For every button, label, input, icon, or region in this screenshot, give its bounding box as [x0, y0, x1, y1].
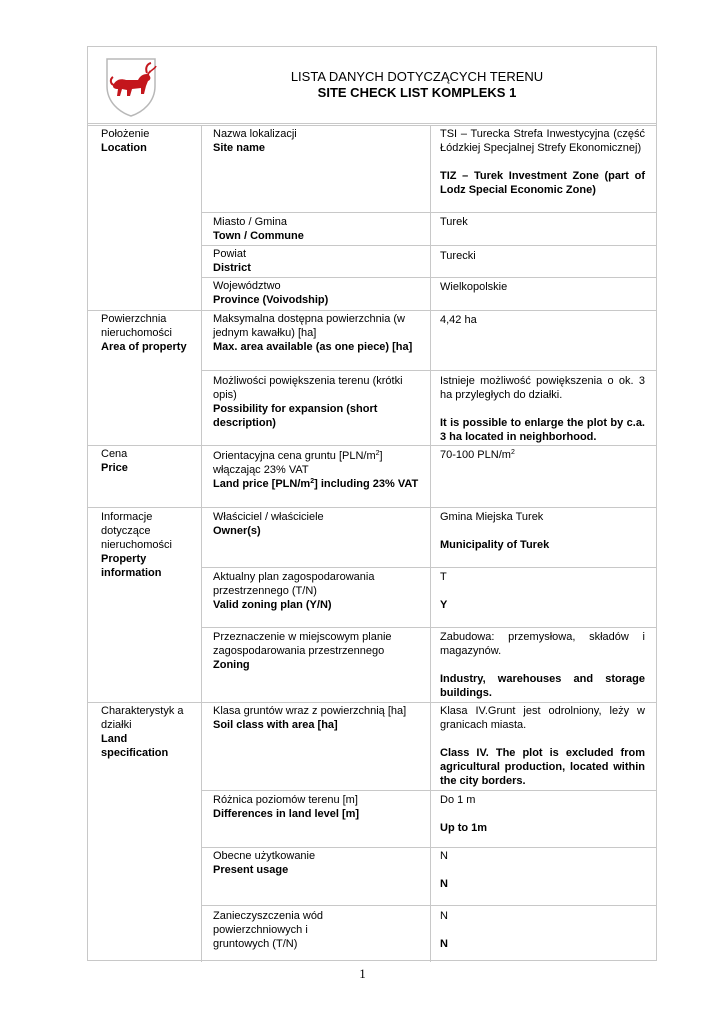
value-zoning [440, 630, 645, 700]
value-site-name [440, 127, 645, 197]
label-level-diff [213, 793, 423, 821]
section-land-spec [101, 704, 196, 760]
label-pl: Miasto / Gmina [213, 216, 287, 228]
label-present-usage [213, 849, 423, 877]
label-district [213, 247, 423, 275]
label-en: Soil class with area [ha] [213, 719, 338, 731]
label-pl: Właściciel / właściciele [213, 511, 324, 523]
value-en: TIZ – Turek Investment Zone (part of Lodz Special Economic Zone) [440, 170, 645, 196]
label-zoning [213, 630, 423, 672]
section-label-en: Location [101, 142, 147, 154]
label-zoning-plan [213, 570, 423, 612]
section-label-pl: Powierzchnia nieruchomości [101, 313, 172, 339]
label-expansion [213, 374, 423, 430]
value-land-price: 70-100 PLN/$m^2$ [440, 449, 515, 461]
label-soil [213, 704, 423, 732]
label-pl: Aktualny plan zagospodarowania przestrzennego (T/N) [213, 571, 375, 597]
section-label-pl: Położenie [101, 128, 150, 140]
value-zoning-plan [440, 570, 645, 612]
value-en: Class IV. The plot is excluded from agricultural production, located within the city borders. [440, 747, 645, 787]
red-bull-coat-of-arms-icon [104, 56, 158, 118]
value-province: Wielkopolskie [440, 281, 508, 293]
value-en: Up to 1m [440, 822, 488, 834]
label-pl: Obecne użytkowanie [213, 850, 316, 862]
section-property-info [101, 510, 196, 580]
label-en: Province (Voivodship) [213, 294, 329, 306]
value-pl: Istnieje możliwość powiększenia o ok. 3 ha przyległych do działki. [440, 375, 645, 401]
document-page [87, 46, 657, 961]
section-area [101, 312, 196, 354]
section-label-pl: Cena [101, 448, 128, 460]
value-district: Turecki [440, 250, 476, 262]
document-title [178, 69, 656, 101]
label-town [213, 215, 423, 243]
value-present-usage [440, 849, 645, 891]
value-en: Y [440, 599, 448, 611]
value-owner [440, 510, 645, 552]
label-en: Town / Commune [213, 230, 304, 242]
value-pl: Zabudowa: przemysłowa, składów i magazynów. [440, 631, 645, 657]
label-en: District [213, 262, 251, 274]
label-pl: Województwo [213, 280, 281, 292]
label-max-area [213, 312, 423, 354]
label-pl: Maksymalna dostępna powierzchnia (w jednym kawałku) [ha] [213, 313, 405, 339]
label-pl: Przeznaczenie w miejscowym planie zagospodarowania przestrzennego [213, 631, 392, 657]
value-pl: Do 1 m [440, 794, 476, 806]
label-contamination [213, 909, 363, 951]
page-number: 1 [359, 966, 366, 981]
value-max-area: 4,42 ha [440, 314, 477, 326]
label-owner [213, 510, 423, 538]
label-en: Differences in land level [m] [213, 808, 360, 820]
label-en: Present usage [213, 864, 289, 876]
label-en: Owner(s) [213, 525, 261, 537]
value-level-diff [440, 793, 645, 835]
value-pl: Gmina Miejska Turek [440, 511, 544, 523]
value-pl: N [440, 850, 448, 862]
value-en: N [440, 878, 448, 890]
section-location [101, 127, 196, 155]
value-town: Turek [440, 216, 468, 228]
value-pl: TSI – Turecka Strefa Inwestycyjna (część Łódzkiej Specjalnej Strefy Ekonomicznej) [440, 128, 645, 154]
section-label-pl: Informacje dotyczące nieruchomości [101, 511, 172, 551]
section-label-en: Property information [101, 553, 162, 579]
section-label-en: Land specification [101, 733, 169, 759]
value-en: Industry, warehouses and storage buildings. [440, 673, 645, 699]
value-expansion [440, 374, 645, 444]
section-label-en: Area of property [101, 341, 187, 353]
value-en: It is possible to enlarge the plot by c.a. 3 ha located in neighborhood. [440, 417, 645, 443]
label-pl: Różnica poziomów terenu [m] [213, 794, 358, 806]
label-site-name [213, 127, 423, 155]
document-header [88, 47, 656, 123]
label-pl: Orientacyjna cena gruntu $[PLN/m^2]$ włączając 23% VAT [213, 450, 383, 476]
value-pl: Klasa IV.Grunt jest odrolniony, leży w granicach miasta. [440, 705, 645, 731]
value-pl: N [440, 910, 448, 922]
value-pl: T [440, 571, 447, 583]
label-pl: Klasa gruntów wraz z powierzchnią [ha] [213, 705, 407, 717]
section-label-pl: Charakterystyk a działki [101, 705, 184, 731]
value-soil [440, 704, 645, 788]
label-land-price [213, 449, 423, 491]
label-pl: Nazwa lokalizacji [213, 128, 297, 140]
label-en: Possibility for expansion (short description) [213, 403, 378, 429]
section-label-en: Price [101, 462, 128, 474]
label-en: Max. area available (as one piece) [ha] [213, 341, 413, 353]
title-english: SITE CHECK LIST KOMPLEKS 1 [317, 85, 517, 100]
value-contamination [440, 909, 645, 951]
label-pl: Powiat [213, 248, 247, 260]
label-en: Land price $[PLN/m^2]$ including 23% VAT [213, 478, 419, 490]
label-province [213, 279, 423, 307]
title-polish: LISTA DANYCH DOTYCZĄCYCH TERENU [290, 69, 544, 84]
section-price [101, 447, 196, 475]
label-pl: Zanieczyszczenia wód powierzchniowych i gruntowych (T/N) [213, 910, 324, 950]
label-en: Site name [213, 142, 265, 154]
value-en: Municipality of Turek [440, 539, 550, 551]
label-en: Zoning [213, 659, 250, 671]
label-pl: Możliwości powiększenia terenu (krótki opis) [213, 375, 403, 401]
value-en: N [440, 938, 448, 950]
label-en: Valid zoning plan (Y/N) [213, 599, 332, 611]
